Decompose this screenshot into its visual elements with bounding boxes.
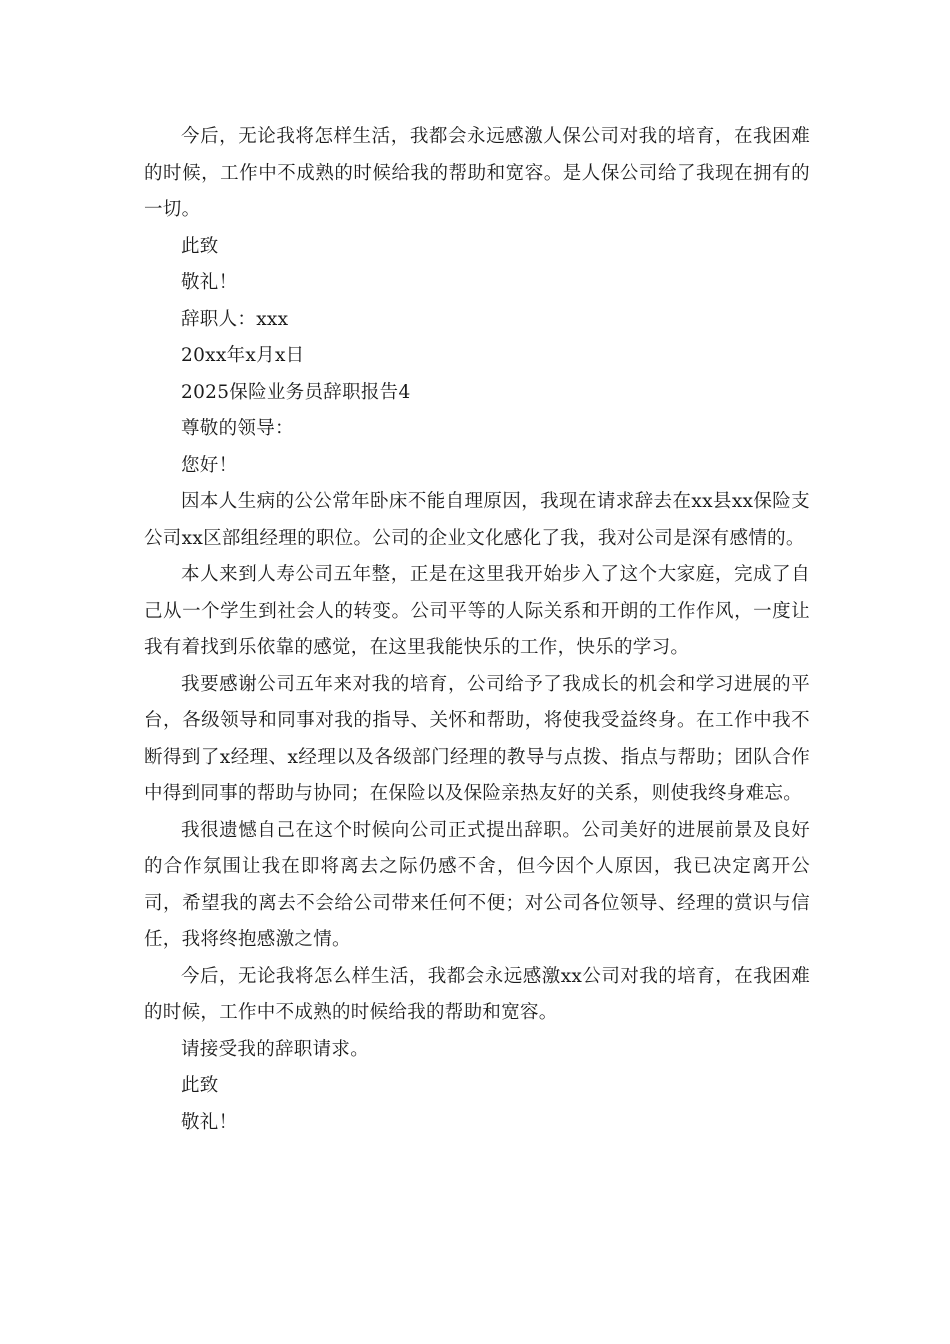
greeting-hello: 您好！ — [181, 454, 238, 476]
closing-paragraph-2: 今后，无论我将怎么样生活，我都会永远感激xx公司对我的培育，在我困难的时候，工作中不成熟的时候给我的帮助和宽容。 — [144, 965, 810, 1023]
letter-body — [144, 119, 810, 1141]
body-paragraph-history: 本人来到人寿公司五年整，正是在这里我开始步入了这个大家庭，完成了自己从一个学生到社会人的转变。公司平等的人际关系和开朗的工作作风，一度让我有着找到乐依靠的感觉，在这里我能快乐的工作，快乐的学习。 — [144, 564, 810, 658]
body-paragraph-reason: 因本人生病的公公常年卧床不能自理原因，我现在请求辞去在xx县xx保险支公司xx区部组经理的职位。公司的企业文化感化了我，我对公司是深有感情的。 — [144, 491, 810, 549]
closing-paragraph-1: 今后，无论我将怎样生活，我都会永远感激人保公司对我的培育，在我困难的时候，工作中不成熟的时候给我的帮助和宽容。是人保公司给了我现在拥有的一切。 — [144, 126, 810, 220]
request-line: 请接受我的辞职请求。 — [181, 1038, 370, 1060]
body-paragraph-regret: 我很遗憾自己在这个时候向公司正式提出辞职。公司美好的进展前景及良好的合作氛围让我在即将离去之际仍感不舍，但今因个人原因，我已决定离开公司，希望我的离去不会给公司带来任何不便；对公司各位领导、经理的赏识与信任，我将终抱感激之情。 — [144, 819, 810, 950]
salutation-jing-li-1: 敬礼！ — [181, 272, 238, 293]
salutation-ci-zhi-2: 此致 — [181, 1075, 219, 1096]
signature-line: 辞职人：xxx — [181, 308, 289, 330]
salutation-ci-zhi-1: 此致 — [181, 235, 219, 257]
greeting-addressee: 尊敬的领导： — [181, 418, 294, 439]
body-paragraph-thanks: 我要感谢公司五年来对我的培育，公司给予了我成长的机会和学习进展的平台，各级领导和同事对我的指导、关怀和帮助，将使我受益终身。在工作中我不断得到了x经理、x经理以及各级部门经理的教导与点拨、指点与帮助；团队合作中得到同事的帮助与协同；在保险以及保险亲热友好的关系，则使我终身难忘。 — [144, 673, 810, 804]
section-heading: 2025保险业务员辞职报告4 — [181, 381, 411, 403]
date-line: 20xx年x月x日 — [181, 345, 305, 366]
salutation-jing-li-2: 敬礼！ — [181, 1111, 238, 1133]
